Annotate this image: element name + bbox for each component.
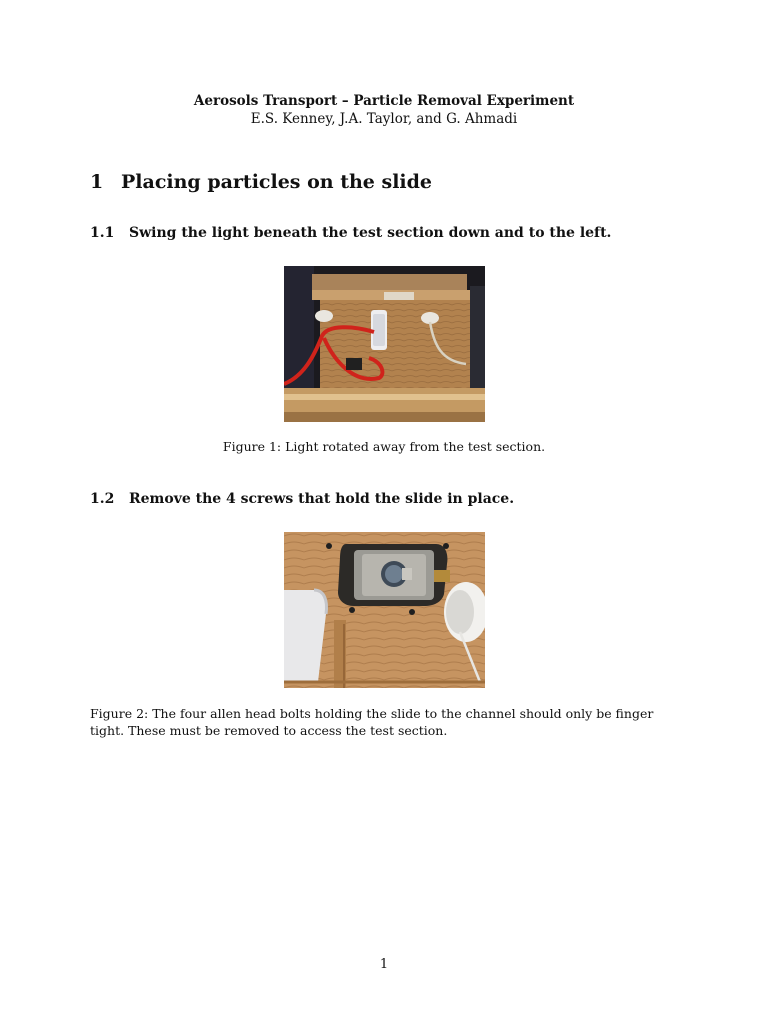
section-heading: [90, 170, 432, 194]
figure-2-photo: [284, 532, 485, 688]
page-number: 1: [379, 957, 389, 972]
figure-1-photo: [284, 266, 485, 422]
subsection-title: Swing the light beneath the test section down and to the left.: [129, 225, 612, 241]
section-number: 1: [90, 171, 104, 193]
subsection-title: Remove the 4 screws that hold the slide in place.: [129, 491, 515, 507]
section-title: Placing particles on the slide: [121, 171, 433, 193]
subsection-heading-1-2: [90, 490, 514, 508]
subsection-number: 1.2: [90, 491, 115, 507]
figure-2-caption: Figure 2: The four allen head bolts holding the slide to the channel should only be finger tight. These must be removed to access the test section.: [90, 706, 654, 738]
subsection-heading-1-1: [90, 224, 611, 242]
paper-title: Aerosols Transport – Particle Removal Experiment: [193, 93, 575, 109]
paper-authors: E.S. Kenney, J.A. Taylor, and G. Ahmadi: [250, 111, 518, 127]
figure-1-caption: Figure 1: Light rotated away from the test section.: [222, 439, 546, 454]
subsection-number: 1.1: [90, 225, 115, 241]
